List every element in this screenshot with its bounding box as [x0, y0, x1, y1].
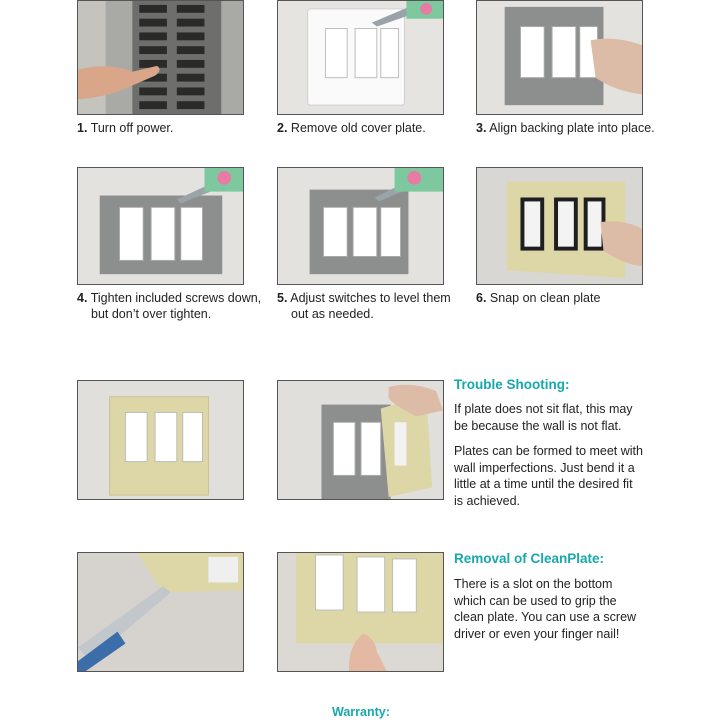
photo-align-backing-plate	[476, 0, 643, 115]
photo-fingernail-slot	[277, 552, 444, 672]
step-5-caption: 5. Adjust switches to level them out as needed.	[277, 291, 451, 321]
troubleshooting-paragraph-1: If plate does not sit flat, this may be because the wall is not flat.	[454, 402, 633, 433]
photo-tighten-screws	[77, 167, 244, 285]
photo-snap-on-plate	[476, 167, 643, 285]
troubleshooting-paragraph-2: Plates can be formed to meet with wall imperfections. Just bend it a little at a time until the desired fit is achieved.	[454, 444, 643, 508]
photo-breaker-panel	[77, 0, 244, 115]
removal-heading: Removal of CleanPlate:	[454, 551, 605, 566]
step-1-caption: 1. Turn off power.	[77, 121, 174, 135]
step-6-caption: 6. Snap on clean plate	[476, 291, 601, 305]
step-2-caption: 2. Remove old cover plate.	[277, 121, 426, 135]
photo-remove-cover-plate	[277, 0, 444, 115]
photo-bending-plate	[277, 380, 444, 500]
warranty-heading: Warranty:	[332, 705, 390, 719]
photo-screwdriver-slot	[77, 552, 244, 672]
photo-installed-plate	[77, 380, 244, 500]
photo-adjust-switches	[277, 167, 444, 285]
step-4-caption: 4. Tighten included screws down, but don’t over tighten.	[77, 291, 262, 321]
removal-paragraph: There is a slot on the bottom which can be used to grip the clean plate. You can use a screw driver or even your finger nail!	[454, 577, 637, 641]
step-3-caption: 3. Align backing plate into place.	[476, 121, 655, 135]
troubleshooting-heading: Trouble Shooting:	[454, 377, 570, 392]
